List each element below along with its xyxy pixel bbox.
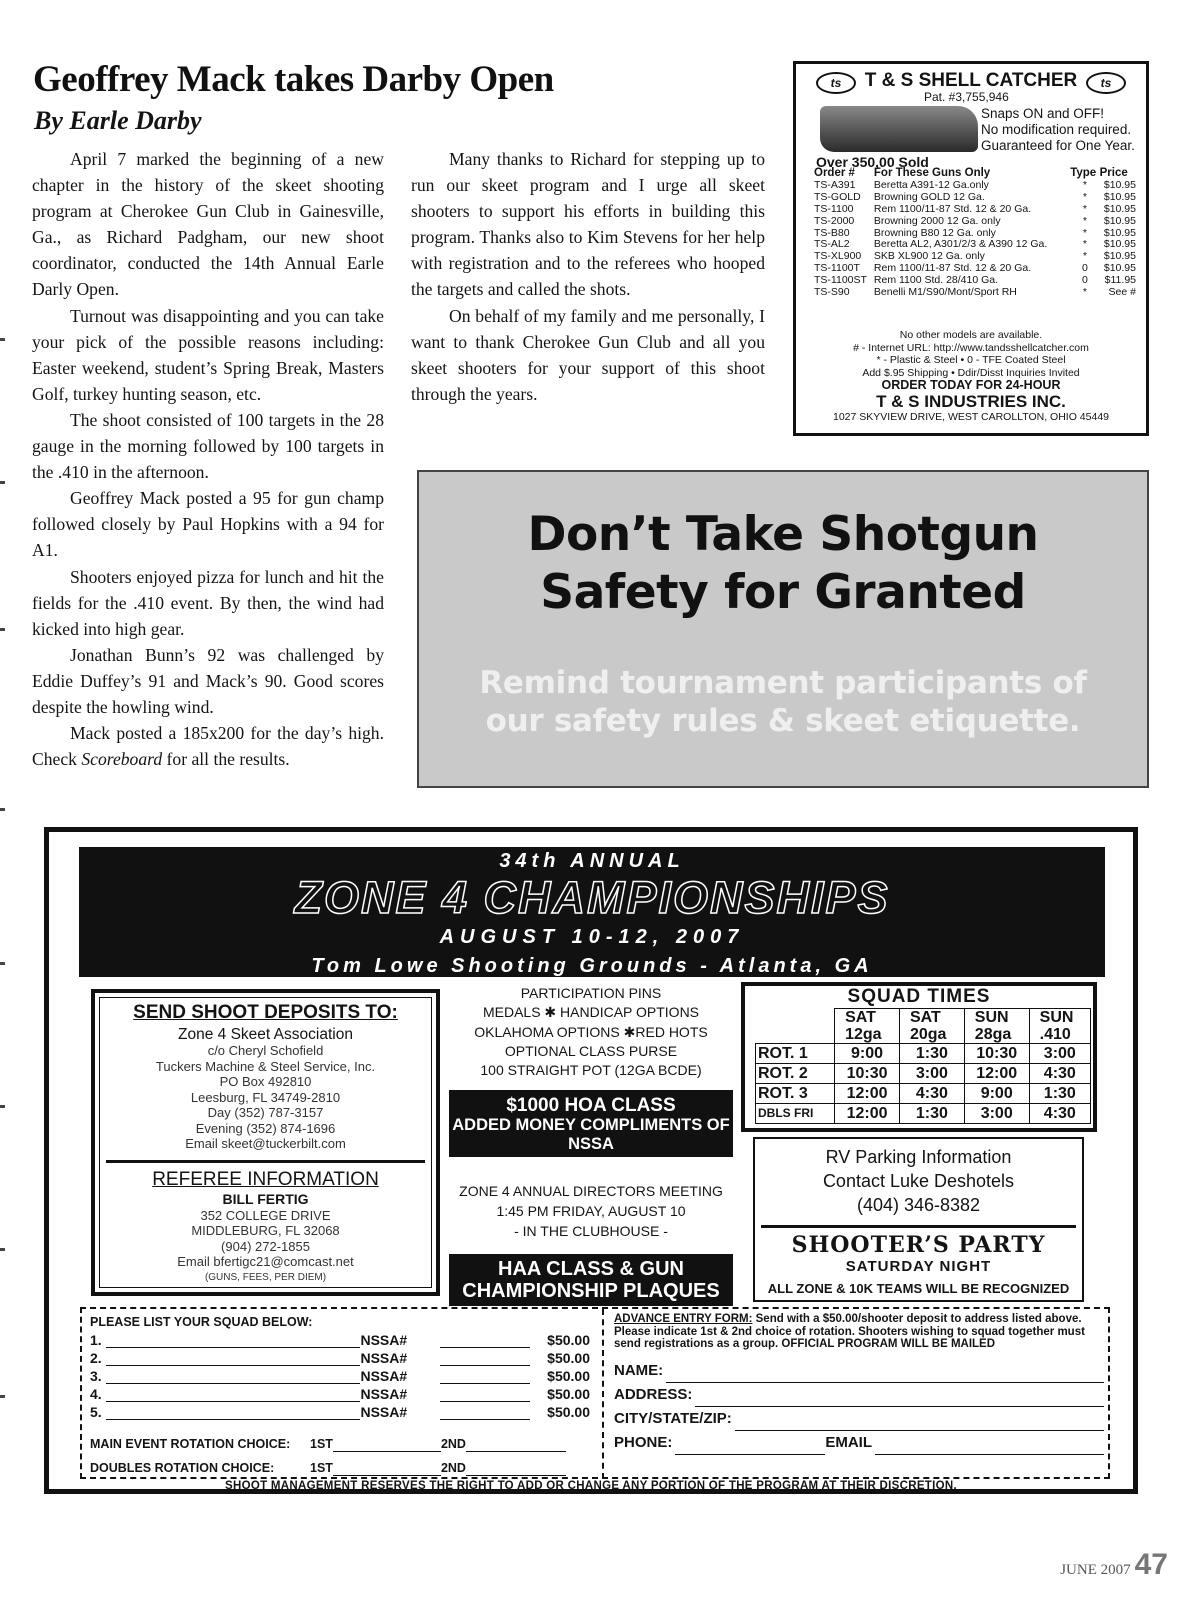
ad-footer xyxy=(796,329,1146,423)
model-cell: $10.95 xyxy=(1103,178,1136,191)
second-choice-label: 2ND xyxy=(440,1437,466,1451)
paragraph: The shoot consisted of 100 targets in the 28 gauge in the morning followed by 100 targets in the .410 in the afternoon. xyxy=(32,409,384,483)
model-row xyxy=(814,192,1136,204)
address-line: PO Box 492810 xyxy=(219,1074,312,1089)
paragraph xyxy=(32,720,384,772)
no-other-note: No other models are available. xyxy=(899,329,1043,341)
model-cell: Browning 2000 12 Ga. only xyxy=(873,214,1001,227)
nssa-number-field[interactable] xyxy=(440,1406,530,1420)
rotation-label: ROT. 1 xyxy=(756,1044,835,1064)
nssa-number-field[interactable] xyxy=(440,1334,530,1348)
squad-time: 4:30 xyxy=(899,1084,964,1104)
shooter-name-field[interactable] xyxy=(106,1334,360,1348)
meeting-line: ZONE 4 ANNUAL DIRECTORS MEETING xyxy=(459,1183,723,1200)
model-row xyxy=(814,287,1136,299)
option-line: MEDALS ✱ HANDICAP OPTIONS xyxy=(482,1004,700,1021)
second-choice-label: 2ND xyxy=(440,1461,466,1475)
first-choice-field[interactable] xyxy=(333,1438,441,1452)
model-cell: 0 xyxy=(1081,274,1088,287)
squad-time: 3:00 xyxy=(899,1064,964,1084)
model-cell: * xyxy=(1082,214,1087,227)
party-when: SATURDAY NIGHT xyxy=(845,1258,992,1275)
option-line: OKLAHOMA OPTIONS ✱RED HOTS xyxy=(474,1023,708,1040)
day-label: SUN xyxy=(974,1009,1009,1026)
email-field[interactable] xyxy=(875,1441,1104,1455)
hoa-subtitle: ADDED MONEY COMPLIMENTS OF NSSA xyxy=(452,1116,730,1154)
model-cell: TS-1100ST xyxy=(814,274,867,287)
model-cell: * xyxy=(1082,250,1087,263)
squad-time: 10:30 xyxy=(835,1064,900,1084)
squad-times-title: SQUAD TIMES xyxy=(847,986,991,1007)
shell-catcher-ad xyxy=(793,61,1149,436)
model-cell: $10.95 xyxy=(1103,190,1136,203)
shooter-name-field[interactable] xyxy=(106,1388,360,1402)
model-cell: $10.95 xyxy=(1103,202,1136,215)
model-cell: Browning B80 12 Ga. only xyxy=(873,226,996,239)
divider xyxy=(761,1225,1076,1228)
referee-email: Email bfertigc21@comcast.net xyxy=(177,1254,354,1269)
entry-number: 1. xyxy=(90,1332,102,1348)
address-line: Tuckers Machine & Steel Service, Inc. xyxy=(155,1058,376,1074)
referee-title: REFEREE INFORMATION xyxy=(152,1168,379,1190)
rotation-label: ROT. 3 xyxy=(756,1084,835,1104)
phone-day: Day (352) 787-3157 xyxy=(207,1105,324,1120)
model-row xyxy=(814,216,1136,228)
name-label: NAME: xyxy=(614,1361,664,1379)
model-cell: TS-B80 xyxy=(814,226,850,239)
type-legend: * - Plastic & Steel • 0 - TFE Coated Steel xyxy=(876,354,1066,366)
option-line: 100 STRAIGHT POT (12GA BCDE) xyxy=(480,1062,702,1079)
name-row xyxy=(614,1359,1104,1383)
model-cell: * xyxy=(1082,202,1087,215)
squad-entry-row xyxy=(90,1402,590,1420)
squad-row xyxy=(756,1044,1091,1064)
article-column-2 xyxy=(411,146,765,407)
referee-name: BILL FERTIG xyxy=(222,1190,309,1207)
city-label: CITY/STATE/ZIP: xyxy=(614,1409,732,1427)
gauge-label: .410 xyxy=(1039,1026,1071,1043)
website-url: # - Internet URL: http://www.tandsshellcatcher.com xyxy=(853,341,1089,354)
squad-time: 3:00 xyxy=(964,1104,1029,1124)
banner-annual: 34th ANNUAL xyxy=(499,850,685,872)
gauge-label: 28ga xyxy=(974,1026,1012,1043)
issue-date: JUNE 2007 xyxy=(1060,1562,1131,1578)
paragraph: Geoffrey Mack posted a 95 for gun champ followed closely by Paul Hopkins with a 94 for A1. xyxy=(32,488,384,561)
feature-list xyxy=(981,106,1135,154)
day-label: SAT xyxy=(845,1009,876,1026)
shipping-note: Add $.95 Shipping • Ddir/Disst Inquiries Invited xyxy=(862,366,1080,379)
margin-mark xyxy=(0,338,5,341)
address-line: 352 COLLEGE DRIVE xyxy=(200,1207,331,1223)
scoreboard-reference: Scoreboard xyxy=(81,749,163,770)
model-cell: * xyxy=(1082,226,1087,239)
squad-entry-row xyxy=(90,1330,590,1348)
address-line: Leesburg, FL 34749-2810 xyxy=(190,1089,341,1105)
model-cell: $10.95 xyxy=(1103,238,1136,251)
squad-time: 4:30 xyxy=(1029,1064,1090,1084)
second-choice-field[interactable] xyxy=(466,1438,566,1452)
margin-mark xyxy=(0,1395,5,1398)
model-cell: TS-A391 xyxy=(814,178,856,191)
association-name: Zone 4 Skeet Association xyxy=(178,1026,353,1043)
nssa-label: NSSA# xyxy=(360,1386,408,1402)
squad-row xyxy=(756,1064,1091,1084)
referee-note: (GUNS, FEES, PER DIEM) xyxy=(204,1271,327,1283)
model-cell: Beretta A391-12 Ga.only xyxy=(873,178,989,191)
banner-title: ZONE 4 CHAMPIONSHIPS xyxy=(294,872,890,923)
hoa-title: $1000 HOA CLASS xyxy=(506,1095,676,1117)
margin-mark xyxy=(0,1248,5,1251)
day-label: SUN xyxy=(1039,1009,1074,1026)
first-choice-label: 1ST xyxy=(310,1437,333,1451)
rv-line: Contact Luke Deshotels xyxy=(822,1171,1015,1191)
nssa-number-field[interactable] xyxy=(440,1352,530,1366)
shotgun-image xyxy=(820,106,978,152)
page-number: 47 xyxy=(1134,1548,1168,1581)
disclaimer: SHOOT MANAGEMENT RESERVES THE RIGHT TO ADD OR CHANGE ANY PORTION OF THE PROGRAM AT THEIR DISCRETION. xyxy=(225,1480,957,1492)
party-title: SHOOTER’S PARTY xyxy=(791,1232,1046,1258)
company-address: 1027 SKYVIEW DRIVE, WEST CAROLLTON, OHIO 45449 xyxy=(832,410,1109,423)
main-choice-row xyxy=(90,1434,590,1452)
model-cell: Beretta AL2, A301/2/3 & A390 12 Ga. xyxy=(873,238,1048,251)
banner-dates: AUGUST 10-12, 2007 xyxy=(439,926,745,948)
option-line: OPTIONAL CLASS PURSE xyxy=(504,1042,678,1059)
entry-fee: $50.00 xyxy=(547,1404,590,1420)
ts-logo-icon: ts xyxy=(1086,72,1126,94)
squad-times-table xyxy=(755,1008,1091,1124)
entry-instructions xyxy=(614,1313,1104,1351)
rv-info xyxy=(755,1145,1082,1217)
doubles-choice-label: DOUBLES ROTATION CHOICE: xyxy=(90,1461,275,1475)
day-label: SAT xyxy=(909,1009,941,1026)
squad-time: 12:00 xyxy=(964,1064,1029,1084)
shooter-name-field[interactable] xyxy=(106,1370,360,1384)
zone4-championship-ad xyxy=(44,827,1138,1494)
squad-time: 1:30 xyxy=(1029,1084,1090,1104)
feature: Snaps ON and OFF! xyxy=(981,106,1105,121)
safety-ad xyxy=(417,470,1149,788)
meeting-line: - IN THE CLUBHOUSE - xyxy=(514,1223,668,1240)
address-row xyxy=(614,1383,1104,1407)
nssa-label: NSSA# xyxy=(360,1368,408,1384)
model-cell: $10.95 xyxy=(1103,250,1136,263)
meeting-line: 1:45 PM FRIDAY, AUGUST 10 xyxy=(496,1203,686,1220)
address-label: ADDRESS: xyxy=(614,1385,693,1403)
squad-time: 3:00 xyxy=(1029,1044,1090,1064)
squad-time: 12:00 xyxy=(835,1104,900,1124)
squad-time: 1:30 xyxy=(899,1104,964,1124)
model-cell: Rem 1100 Std. 28/410 Ga. xyxy=(873,274,999,287)
event-details xyxy=(446,982,736,1302)
nssa-label: NSSA# xyxy=(360,1350,408,1366)
model-table xyxy=(814,168,1136,299)
address-line: c/o Cheryl Schofield xyxy=(207,1043,324,1058)
ts-logo-icon: ts xyxy=(816,72,856,94)
model-cell: Browning GOLD 12 Ga. xyxy=(873,190,985,203)
patent-number: Pat. #3,755,946 xyxy=(924,90,1009,104)
model-cell: TS-XL900 xyxy=(814,250,862,263)
phone-field[interactable] xyxy=(675,1441,825,1455)
entry-number: 4. xyxy=(90,1386,102,1402)
paragraph: April 7 marked the beginning of a new chapter in the history of the skeet shooting program at Cherokee Gun Club in Gainesville, Ga., as Richard Padgham, our new shoot coordinator, conducted the 14th Annual Earle Darly Open. xyxy=(32,149,384,300)
contact-section xyxy=(614,1313,1104,1455)
model-cell: * xyxy=(1082,178,1087,191)
article-title: Geoffrey Mack takes Darby Open xyxy=(33,59,554,100)
model-cell: Benelli M1/S90/Mont/Sport RH xyxy=(873,286,1017,299)
squad-time: 9:00 xyxy=(835,1044,900,1064)
address-field[interactable] xyxy=(695,1393,1104,1407)
model-row xyxy=(814,204,1136,216)
model-cell: * xyxy=(1082,238,1087,251)
phone-evening: Evening (352) 874-1696 xyxy=(195,1120,336,1136)
phone-label: PHONE: xyxy=(614,1433,673,1451)
column-header: Order # xyxy=(814,167,855,179)
order-cta: ORDER TODAY FOR 24-HOUR xyxy=(881,378,1061,392)
entry-number: 2. xyxy=(90,1350,102,1366)
phone-email-row xyxy=(614,1431,1104,1455)
first-choice-field[interactable] xyxy=(333,1462,441,1476)
margin-mark xyxy=(0,481,5,484)
option-line: PARTICIPATION PINS xyxy=(520,985,662,1001)
model-cell: * xyxy=(1082,286,1087,299)
entry-form xyxy=(80,1307,1110,1479)
hoa-class-box xyxy=(449,1090,733,1157)
model-cell: TS-S90 xyxy=(814,286,850,299)
squad-entry-row xyxy=(90,1384,590,1402)
referee-phone: (904) 272-1855 xyxy=(221,1238,310,1254)
paragraph: Turnout was disappointing and you can take your pick of the possible reasons including: Easter weekend, student’s Spring Break, Masters Golf, turkey hunting season, etc. xyxy=(32,305,384,404)
nssa-label: NSSA# xyxy=(360,1404,408,1420)
model-cell: * xyxy=(1082,190,1087,203)
squad-row xyxy=(756,1084,1091,1104)
main-choice-label: MAIN EVENT ROTATION CHOICE: xyxy=(90,1437,291,1451)
model-cell: Rem 1100/11-87 Std. 12 & 20 Ga. xyxy=(873,202,1032,215)
championship-banner xyxy=(79,847,1105,977)
entry-number: 5. xyxy=(90,1404,102,1420)
subhead-line: our safety rules & skeet etiquette. xyxy=(485,703,1081,739)
model-cell: TS-1100T xyxy=(814,262,860,275)
rv-phone: (404) 346-8382 xyxy=(856,1195,981,1215)
squad-column-header xyxy=(899,1009,964,1044)
feature: No modification required. xyxy=(981,122,1132,137)
sold-count: Over 350,00 Sold xyxy=(816,154,929,170)
squad-row xyxy=(756,1104,1091,1124)
model-cell: $10.95 xyxy=(1103,214,1136,227)
nssa-number-field[interactable] xyxy=(440,1388,530,1402)
margin-mark xyxy=(0,808,5,811)
squad-column-header xyxy=(1029,1009,1090,1044)
party-note: ALL ZONE & 10K TEAMS WILL BE RECOGNIZED xyxy=(767,1281,1070,1296)
squad-column-header xyxy=(964,1009,1029,1044)
company-name: T & S INDUSTRIES INC. xyxy=(876,391,1066,411)
entry-fee: $50.00 xyxy=(547,1350,590,1366)
column-header: For These Guns Only xyxy=(873,167,991,179)
margin-mark xyxy=(0,628,5,631)
model-cell: See # xyxy=(1108,286,1136,299)
divider xyxy=(106,1160,425,1163)
paragraph: On behalf of my family and me personally, I want to thank Cherokee Gun Club and all you skeet shooters for your support of this shoot through the years. xyxy=(411,305,765,404)
name-field[interactable] xyxy=(666,1369,1104,1383)
model-cell: 0 xyxy=(1081,262,1088,275)
haa-class-box: HAA CLASS & GUN CHAMPIONSHIP PLAQUES xyxy=(449,1254,733,1306)
deposit-title: SEND SHOOT DEPOSITS TO: xyxy=(133,1002,398,1023)
column-header: Type xyxy=(1070,167,1097,179)
feature: Guaranteed for One Year. xyxy=(981,138,1135,153)
banner-venue: Tom Lowe Shooting Grounds - Atlanta, GA xyxy=(311,955,873,977)
safety-subhead xyxy=(419,664,1147,740)
margin-mark xyxy=(0,1105,5,1108)
squad-column-header xyxy=(835,1009,900,1044)
email-label: EMAIL xyxy=(825,1433,873,1451)
entry-fee: $50.00 xyxy=(547,1368,590,1384)
article-column-1 xyxy=(32,146,384,772)
squad-times-box xyxy=(741,982,1097,1132)
squad-entry-row xyxy=(90,1366,590,1384)
paragraph: Jonathan Bunn’s 92 was challenged by Eddie Duffey’s 91 and Mack’s 90. Good scores despite the howling wind. xyxy=(32,644,384,717)
deposit-box xyxy=(91,989,440,1296)
model-cell: Rem 1100/11-87 Std. 12 & 20 Ga. xyxy=(873,262,1032,275)
address-line: MIDDLEBURG, FL 32068 xyxy=(191,1223,340,1238)
first-choice-label: 1ST xyxy=(310,1461,333,1475)
squad-list xyxy=(90,1315,590,1476)
model-cell: SKB XL900 12 Ga. only xyxy=(873,250,985,263)
form-divider xyxy=(602,1309,604,1479)
rv-line: RV Parking Information xyxy=(825,1147,1012,1167)
city-row xyxy=(614,1407,1104,1431)
corner-cell xyxy=(756,1009,835,1044)
model-cell: $10.95 xyxy=(1103,226,1136,239)
text-run: Mack posted a 185x200 for the day’s high. Check xyxy=(32,723,384,770)
options-list xyxy=(446,984,736,1080)
entry-fee: $50.00 xyxy=(547,1386,590,1402)
safety-headline xyxy=(419,506,1147,622)
model-cell: $10.95 xyxy=(1103,262,1136,275)
squad-time: 1:30 xyxy=(899,1044,964,1064)
squad-time: 4:30 xyxy=(1029,1104,1090,1124)
shooter-name-field[interactable] xyxy=(106,1406,360,1420)
entry-fee: $50.00 xyxy=(547,1332,590,1348)
entry-text: Send with a $50.00/shooter deposit to address listed above. Please indicate 1st & 2nd choice of rotation. Shooters wishing to squad together must send registrations as a group. OFFICIAL PROGRAM WILL BE MAILED xyxy=(614,1313,1085,1350)
squad-list-title: PLEASE LIST YOUR SQUAD BELOW: xyxy=(90,1315,313,1329)
margin-mark xyxy=(0,962,5,965)
paragraph: Many thanks to Richard for stepping up to run our skeet program and I urge all skeet shooters to support his efforts in building this program. Thanks also to Kim Stevens for her help with registration and to the referees who hooped the targets and called the shots. xyxy=(411,149,765,300)
nssa-number-field[interactable] xyxy=(440,1370,530,1384)
entry-label: ADVANCE ENTRY FORM: xyxy=(614,1313,753,1325)
doubles-choice-row xyxy=(90,1458,590,1476)
model-cell: TS-AL2 xyxy=(814,238,850,251)
page-footer xyxy=(1060,1548,1168,1582)
directors-meeting xyxy=(446,1181,736,1241)
rv-party-box xyxy=(753,1137,1084,1302)
squad-time: 9:00 xyxy=(964,1084,1029,1104)
squad-time: 10:30 xyxy=(964,1044,1029,1064)
headline-line: Don’t Take Shotgun xyxy=(527,507,1039,562)
squad-time: 12:00 xyxy=(835,1084,900,1104)
second-choice-field[interactable] xyxy=(466,1462,566,1476)
column-header: Price xyxy=(1099,167,1128,179)
gauge-label: 12ga xyxy=(845,1026,882,1043)
model-cell: TS-GOLD xyxy=(814,190,861,203)
paragraph: Shooters enjoyed pizza for lunch and hit the fields for the .410 event. By then, the wind had kicked into high gear. xyxy=(32,566,384,639)
model-cell: TS-1100 xyxy=(814,202,854,215)
subhead-line: Remind tournament participants of xyxy=(479,665,1087,701)
shooter-name-field[interactable] xyxy=(106,1352,360,1366)
text-run: for all the results. xyxy=(162,749,290,770)
deposit-email: Email skeet@tuckerbilt.com xyxy=(185,1136,346,1151)
ad-header: T & S SHELL CATCHER xyxy=(864,70,1078,91)
model-cell: $11.95 xyxy=(1104,274,1136,287)
rotation-label: ROT. 2 xyxy=(756,1064,835,1084)
entry-number: 3. xyxy=(90,1368,102,1384)
squad-entry-row xyxy=(90,1348,590,1366)
model-cell: TS-2000 xyxy=(814,214,855,227)
rotation-label: DBLS FRI xyxy=(756,1104,835,1124)
article-byline: By Earle Darby xyxy=(34,106,202,135)
nssa-label: NSSA# xyxy=(360,1332,408,1348)
gauge-label: 20ga xyxy=(909,1026,947,1043)
city-field[interactable] xyxy=(735,1417,1104,1431)
headline-line: Safety for Granted xyxy=(540,565,1026,620)
